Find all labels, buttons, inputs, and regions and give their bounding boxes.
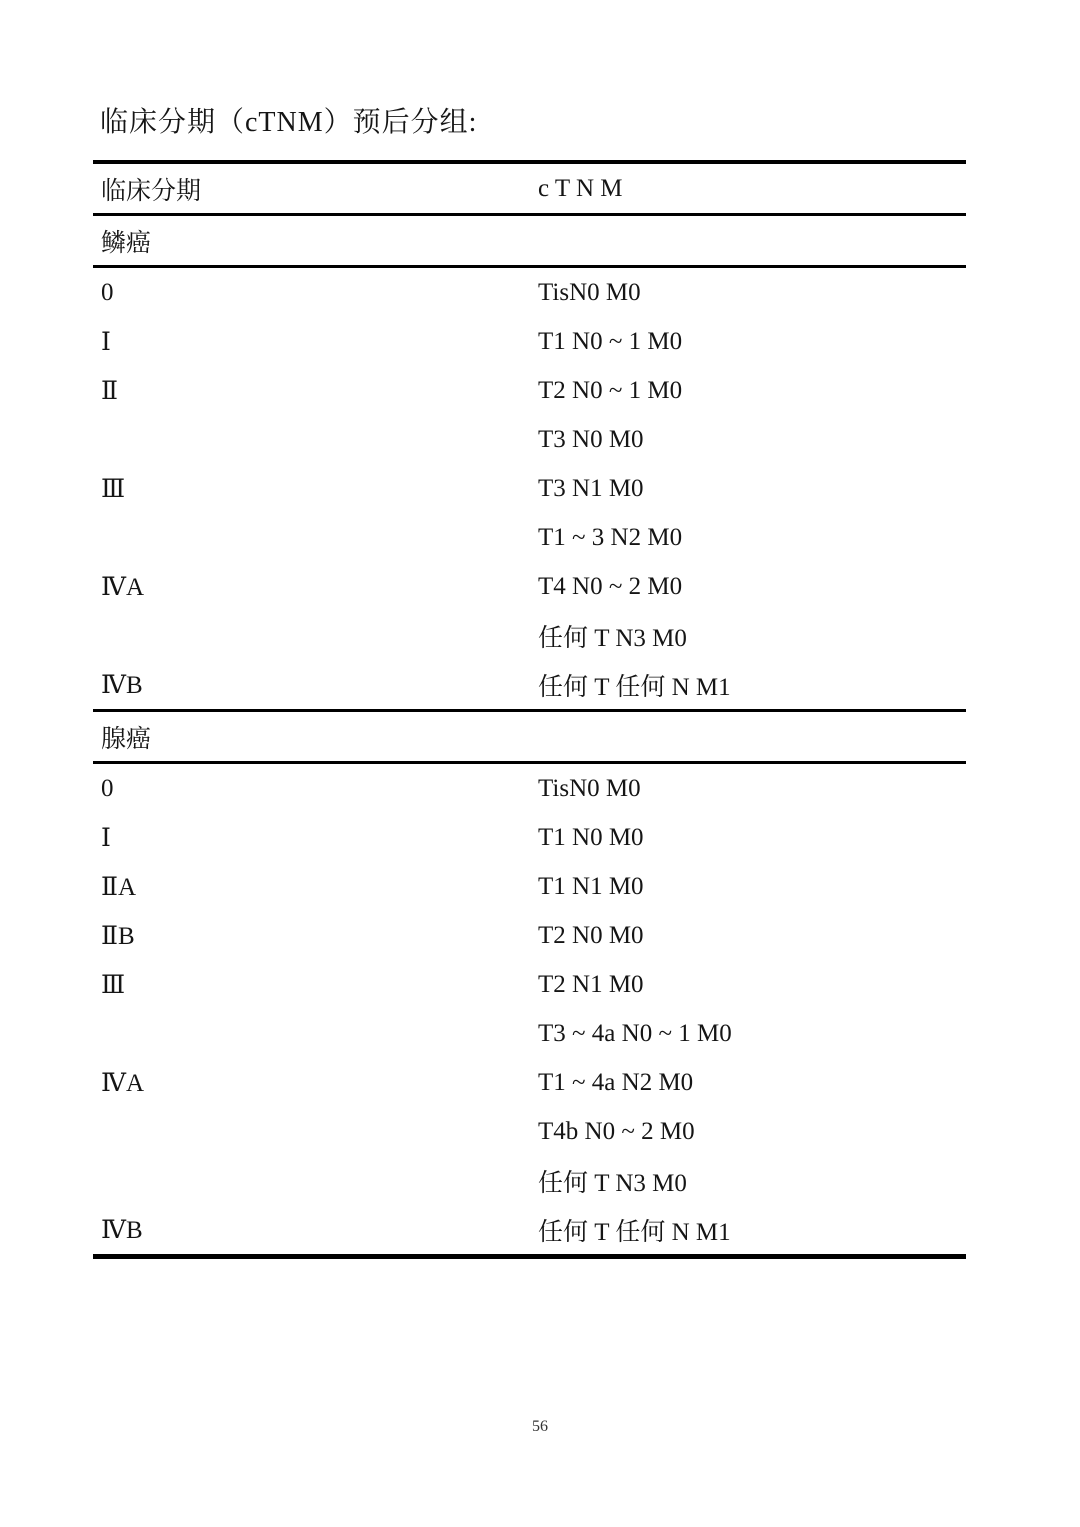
table-row [93, 1009, 966, 1058]
tnm-cell: T2 N1 M0 [538, 970, 644, 998]
table-row [93, 764, 966, 813]
tnm-cell: T2 N0 ~ 1 M0 [538, 376, 683, 404]
section-row [93, 709, 966, 764]
table-row [93, 813, 966, 862]
tnm-cell: T4 N0 ~ 2 M0 [538, 572, 683, 600]
tnm-cell: T1 ~ 3 N2 M0 [538, 523, 683, 551]
stage-cell: 0 [101, 278, 114, 306]
table-row [93, 911, 966, 960]
stage-cell: ⅣA [101, 1069, 145, 1097]
header-clinical-stage: 临床分期 [101, 177, 202, 205]
tnm-cell: T2 N0 M0 [538, 921, 644, 949]
tnm-cell: T3 N0 M0 [538, 425, 644, 453]
section-name: 腺癌 [101, 725, 152, 753]
table-row [93, 415, 966, 464]
stage-cell: ⅡB [101, 922, 135, 950]
tnm-cell: 任何 T 任何 N M1 [538, 1218, 731, 1246]
table-row [93, 513, 966, 562]
stage-cell: Ⅰ [101, 328, 111, 356]
tnm-cell: TisN0 M0 [538, 278, 641, 306]
tnm-cell: T3 N1 M0 [538, 474, 644, 502]
stage-cell: 0 [101, 774, 114, 802]
page-title: 临床分期（cTNM）预后分组: [100, 107, 478, 138]
staging-table [93, 160, 966, 1259]
table-header-row [93, 164, 966, 213]
section-row [93, 213, 966, 268]
stage-cell: Ⅲ [101, 475, 126, 503]
stage-cell: ⅡA [101, 873, 137, 901]
tnm-cell: T1 N0 M0 [538, 823, 644, 851]
header-ctnm: c T N M [538, 174, 623, 202]
table-row [93, 1058, 966, 1107]
tnm-cell: 任何 T N3 M0 [538, 624, 687, 652]
tnm-cell: T3 ~ 4a N0 ~ 1 M0 [538, 1019, 732, 1047]
table-row [93, 366, 966, 415]
table-row [93, 464, 966, 513]
stage-cell: Ⅰ [101, 824, 111, 852]
table-row [93, 960, 966, 1009]
page-number: 56 [532, 1418, 548, 1435]
table-row [93, 1107, 966, 1156]
table-body [93, 213, 966, 1254]
table-row [93, 611, 966, 660]
table-row [93, 317, 966, 366]
tnm-cell: T1 N0 ~ 1 M0 [538, 327, 683, 355]
table-row [93, 1156, 966, 1205]
table-row [93, 562, 966, 611]
table-row [93, 660, 966, 709]
stage-cell: ⅣB [101, 671, 143, 699]
table-row [93, 1205, 966, 1254]
stage-cell: Ⅱ [101, 377, 118, 405]
tnm-cell: TisN0 M0 [538, 774, 641, 802]
table-row [93, 268, 966, 317]
stage-cell: Ⅲ [101, 971, 126, 999]
tnm-cell: T1 N1 M0 [538, 872, 644, 900]
tnm-cell: 任何 T 任何 N M1 [538, 673, 731, 701]
tnm-cell: T1 ~ 4a N2 M0 [538, 1068, 694, 1096]
tnm-cell: T4b N0 ~ 2 M0 [538, 1117, 695, 1145]
section-name: 鳞癌 [101, 229, 152, 257]
stage-cell: ⅣA [101, 573, 145, 601]
table-row [93, 862, 966, 911]
stage-cell: ⅣB [101, 1216, 143, 1244]
tnm-cell: 任何 T N3 M0 [538, 1169, 687, 1197]
